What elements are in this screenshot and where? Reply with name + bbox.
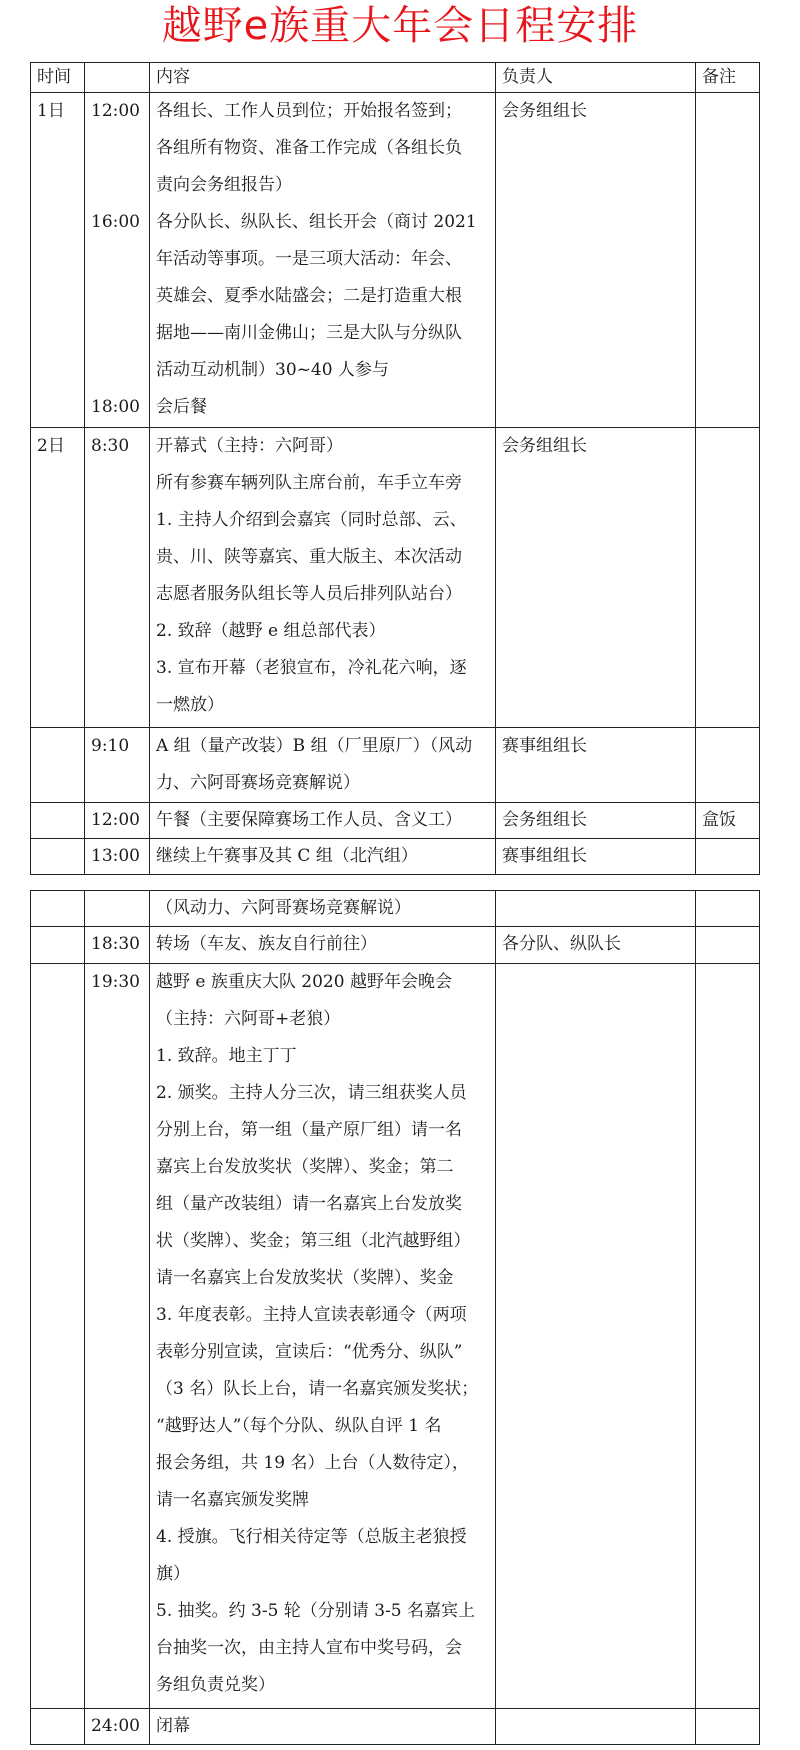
table-header-row	[31, 63, 760, 93]
note-cell: 盒饭	[696, 803, 760, 839]
day-cell: 2日	[31, 428, 85, 728]
time-cell: 18:30	[85, 927, 150, 964]
time-cell: 13:00	[85, 839, 150, 875]
note-cell	[696, 891, 760, 927]
table-row	[31, 839, 760, 875]
time-value: 16:00	[91, 212, 140, 232]
day-cell	[31, 839, 85, 875]
note-cell	[696, 927, 760, 964]
header-time: 时间	[31, 63, 85, 93]
owner-cell	[496, 1709, 696, 1745]
table-row	[31, 803, 760, 839]
note-cell	[696, 93, 760, 428]
time-cell: 9:10	[85, 728, 150, 803]
schedule-table-upper	[30, 62, 760, 875]
note-cell	[696, 1709, 760, 1745]
header-owner: 负责人	[496, 63, 696, 93]
day-cell	[31, 728, 85, 803]
table-row	[31, 428, 760, 728]
owner-cell: 赛事组组长	[496, 839, 696, 875]
time-cell: 8:30	[85, 428, 150, 728]
day-cell	[31, 1709, 85, 1745]
table-row	[31, 93, 760, 428]
time-cell	[85, 93, 150, 428]
owner-cell: 会务组组长	[496, 803, 696, 839]
table-row	[31, 964, 760, 1709]
time-cell: 12:00	[85, 803, 150, 839]
day-cell	[31, 964, 85, 1709]
time-value: 18:00	[91, 397, 140, 417]
note-cell	[696, 839, 760, 875]
owner-cell: 会务组组长	[496, 93, 696, 428]
day-cell: 1日	[31, 93, 85, 428]
content-cell: A 组（量产改装）B 组（厂里原厂）（风动 力、六阿哥赛场竞赛解说）	[150, 728, 496, 803]
time-cell: 24:00	[85, 1709, 150, 1745]
header-blank	[85, 63, 150, 93]
content-cell: （风动力、六阿哥赛场竞赛解说）	[150, 891, 496, 927]
header-content: 内容	[150, 63, 496, 93]
content-text: 各组长、工作人员到位；开始报名签到； 各组所有物资、准备工作完成（各组长负 责向会务组报告）	[156, 101, 462, 195]
content-cell: 越野 e 族重庆大队 2020 越野年会晚会 （主持：六阿哥+老狼） 1. 致辞。地主丁丁 2. 颁奖。主持人分三次，请三组获奖人员 分别上台，第一组（量产原厂组）请一名 嘉宾上台发放奖状（奖牌）、奖金；第二 组（量产改装组）请一名嘉宾上台发放奖 状（奖牌）、奖金；第三组（北汽越野组） 请一名嘉宾上台发放奖状（奖牌）、奖金 3. 年度表彰。主持人宣读表彰通令（两项 表彰分别宣读，宣读后：“优秀分、纵队” （3 名）队长上台，请一名嘉宾颁发奖状； “越野达人”（每个分队、纵队自评 1 名 报会务组，共 19 名）上台（人数待定）， 请一名嘉宾颁发奖牌 4. 授旗。飞行相关待定等（总版主老狼授 旗） 5. 抽奖。约 3-5 轮（分别请 3-5 名嘉宾上 台抽奖一次，由主持人宣布中奖号码，会 务组负责兑奖）	[150, 964, 496, 1709]
content-cell	[150, 93, 496, 428]
table-row	[31, 1709, 760, 1745]
content-cell: 开幕式（主持：六阿哥） 所有参赛车辆列队主席台前，车手立车旁 1. 主持人介绍到会嘉宾（同时总部、云、 贵、川、陕等嘉宾、重大版主、本次活动 志愿者服务队组长等人员后排列队站台） 2. 致辞（越野 e 组总部代表） 3. 宣布开幕（老狼宣布，冷礼花六响，逐 一燃放）	[150, 428, 496, 728]
content-cell: 转场（车友、族友自行前往）	[150, 927, 496, 964]
page-title: 越野e族重大年会日程安排	[161, 3, 639, 49]
owner-cell	[496, 964, 696, 1709]
time-cell	[85, 891, 150, 927]
schedule-table-lower	[30, 890, 760, 1745]
note-cell	[696, 964, 760, 1709]
owner-cell: 会务组组长	[496, 428, 696, 728]
owner-cell: 各分队、纵队长	[496, 927, 696, 964]
day-cell	[31, 891, 85, 927]
content-cell: 继续上午赛事及其 C 组（北汽组）	[150, 839, 496, 875]
content-text: 各分队长、纵队长、组长开会（商讨 2021 年活动等事项。一是三项大活动：年会、 英雄会、夏季水陆盛会；二是打造重大根 据地——南川金佛山；三是大队与分纵队 活动互动机制）30~40 人参与	[156, 212, 477, 380]
owner-cell	[496, 891, 696, 927]
time-cell: 19:30	[85, 964, 150, 1709]
header-note: 备注	[696, 63, 760, 93]
table-row	[31, 891, 760, 927]
content-cell: 闭幕	[150, 1709, 496, 1745]
content-cell: 午餐（主要保障赛场工作人员、含义工）	[150, 803, 496, 839]
table-row	[31, 728, 760, 803]
note-cell	[696, 728, 760, 803]
table-row	[31, 927, 760, 964]
day-cell	[31, 803, 85, 839]
owner-cell: 赛事组组长	[496, 728, 696, 803]
content-text: 会后餐	[156, 397, 207, 417]
day-cell	[31, 927, 85, 964]
note-cell	[696, 428, 760, 728]
time-value: 12:00	[91, 101, 140, 121]
